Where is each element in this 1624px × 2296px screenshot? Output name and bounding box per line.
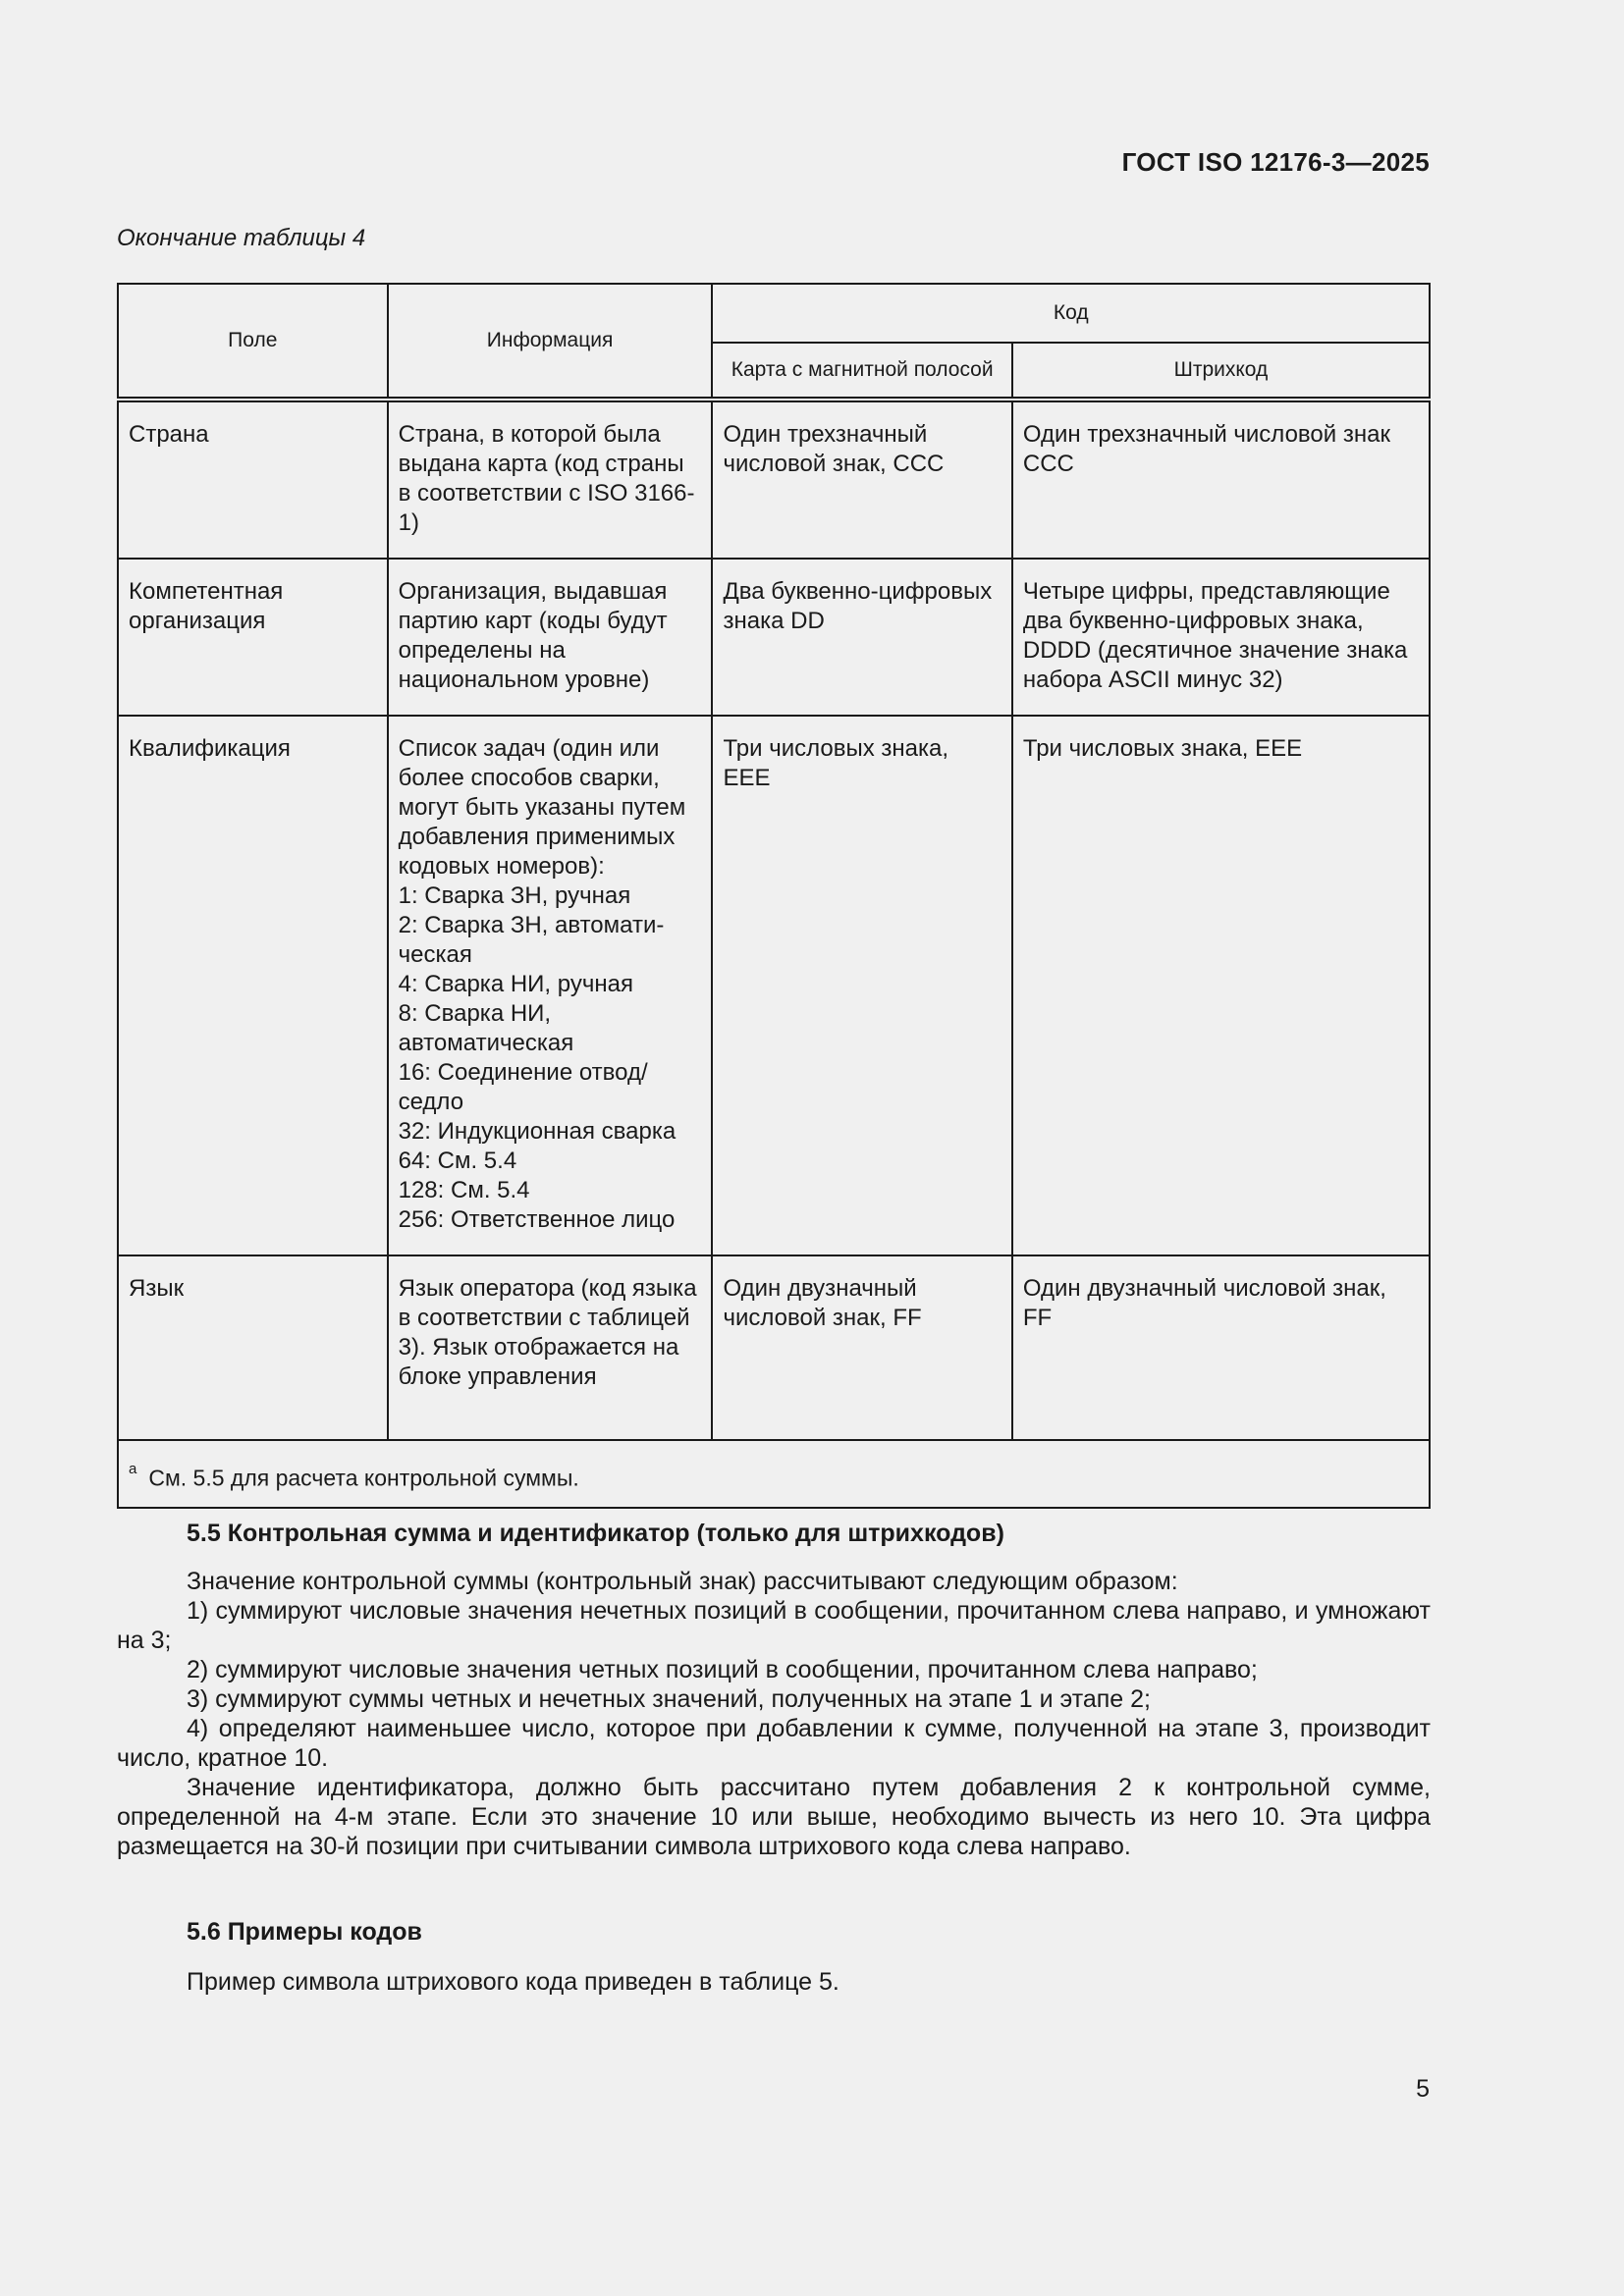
cell-info: Организация, выдавшая партию карт (коды будут определены на национальном уровне) <box>388 559 713 716</box>
cell-info: Язык оператора (код языка в соответствии с таблицей 3). Язык отображается на блоке управления <box>388 1255 713 1440</box>
qualification-intro: Список задач (один или более способов сварки, могут быть указаны путем добавления применимых кодовых номеров): <box>398 735 686 880</box>
document-code: ГОСТ ISO 12176-3—2025 <box>1121 147 1430 177</box>
table-footnote <box>118 1440 1430 1508</box>
table-header-row <box>118 284 1430 343</box>
section-5-6-body <box>117 1967 1431 1997</box>
cell-field: Язык <box>118 1255 388 1440</box>
table-row <box>118 716 1430 1255</box>
cell-magstripe: Два буквенно-цифровых знака DD <box>712 559 1011 716</box>
paragraph: Пример символа штрихового кода приведен в таблице 5. <box>187 1968 839 1996</box>
paragraph: 3) суммируют суммы четных и нечетных значений, полученных на этапе 1 и этапе 2; <box>187 1685 1152 1713</box>
cell-field: Квалификация <box>118 716 388 1255</box>
cell-barcode: Четыре цифры, представляющие два буквенно-цифровых знака, DDDD (десятичное значение знака набора ASCII минус 32) <box>1012 559 1430 716</box>
section-5-5-title: 5.5 Контрольная сумма и идентификатор (только для штрихкодов) <box>187 1520 1004 1547</box>
cell-magstripe: Три числовых знака, EEE <box>712 716 1011 1255</box>
footnote-mark: а <box>129 1461 137 1477</box>
col-header-field: Поле <box>118 284 388 400</box>
qualification-item: 16: Соединение отвод/ <box>398 1059 648 1086</box>
col-header-barcode: Штрихкод <box>1012 343 1430 400</box>
cell-magstripe: Один трехзначный числовой знак, CCC <box>712 400 1011 559</box>
page-number: 5 <box>1416 2075 1430 2103</box>
cell-field: Страна <box>118 400 388 559</box>
qualification-item: 32: Индукционная сварка <box>398 1118 677 1145</box>
cell-magstripe: Один двузначный числовой знак, FF <box>712 1255 1011 1440</box>
qualification-item: 8: Сварка НИ, <box>398 1000 552 1027</box>
qualification-item: 4: Сварка НИ, ручная <box>398 971 633 997</box>
cell-barcode: Один двузначный числовой знак, FF <box>1012 1255 1430 1440</box>
section-5-5-body <box>117 1567 1431 1861</box>
qualification-item: 64: См. 5.4 <box>398 1148 517 1174</box>
table-row <box>118 559 1430 716</box>
col-header-magstripe: Карта с магнитной полосой <box>712 343 1011 400</box>
table-row <box>118 400 1430 559</box>
table-caption: Окончание таблицы 4 <box>117 225 366 251</box>
paragraph: Значение контрольной суммы (контрольный знак) рассчитывают следующим образом: <box>187 1568 1178 1595</box>
cell-barcode: Один трехзначный числовой знак CCC <box>1012 400 1430 559</box>
table-footnote-row <box>118 1440 1430 1508</box>
cell-barcode: Три числовых знака, EEE <box>1012 716 1430 1255</box>
data-table <box>117 283 1431 1509</box>
qualification-item: автоматическая <box>398 1030 574 1056</box>
col-header-code: Код <box>712 284 1430 343</box>
paragraph: Значение идентификатора, должно быть рассчитано путем добавления 2 к контрольной сумме, определенной на 4-м этапе. Если это значение 10 или выше, необходимо вычесть из него 10. Эта цифра размещается на 30-й позиции при считывании символа штрихового кода слева направо. <box>117 1774 1431 1860</box>
qualification-item: 2: Сварка ЗН, автомати- <box>398 912 665 938</box>
paragraph: 2) суммируют числовые значения четных позиций в сообщении, прочитанном слева направо; <box>187 1656 1258 1683</box>
footnote-text: См. 5.5 для расчета контрольной суммы. <box>148 1465 579 1491</box>
cell-field: Компетентная организация <box>118 559 388 716</box>
cell-info <box>388 716 713 1255</box>
qualification-item: 256: Ответственное лицо <box>398 1206 676 1233</box>
table-row <box>118 1255 1430 1440</box>
qualification-item: ческая <box>398 941 472 968</box>
col-header-info: Информация <box>388 284 713 400</box>
qualification-item: 1: Сварка ЗН, ручная <box>398 882 631 909</box>
qualification-item: седло <box>398 1089 464 1115</box>
section-5-6-title: 5.6 Примеры кодов <box>187 1918 422 1946</box>
cell-info: Страна, в которой была выдана карта (код страны в соответствии с ISO 3166-1) <box>388 400 713 559</box>
qualification-item: 128: См. 5.4 <box>398 1177 530 1203</box>
qualification-list <box>399 881 702 1235</box>
paragraph: 1) суммируют числовые значения нечетных позиций в сообщении, прочитанном слева направо, и умножают на 3; <box>117 1597 1431 1654</box>
paragraph: 4) определяют наименьшее число, которое при добавлении к сумме, полученной на этапе 3, производит число, кратное 10. <box>117 1715 1431 1772</box>
